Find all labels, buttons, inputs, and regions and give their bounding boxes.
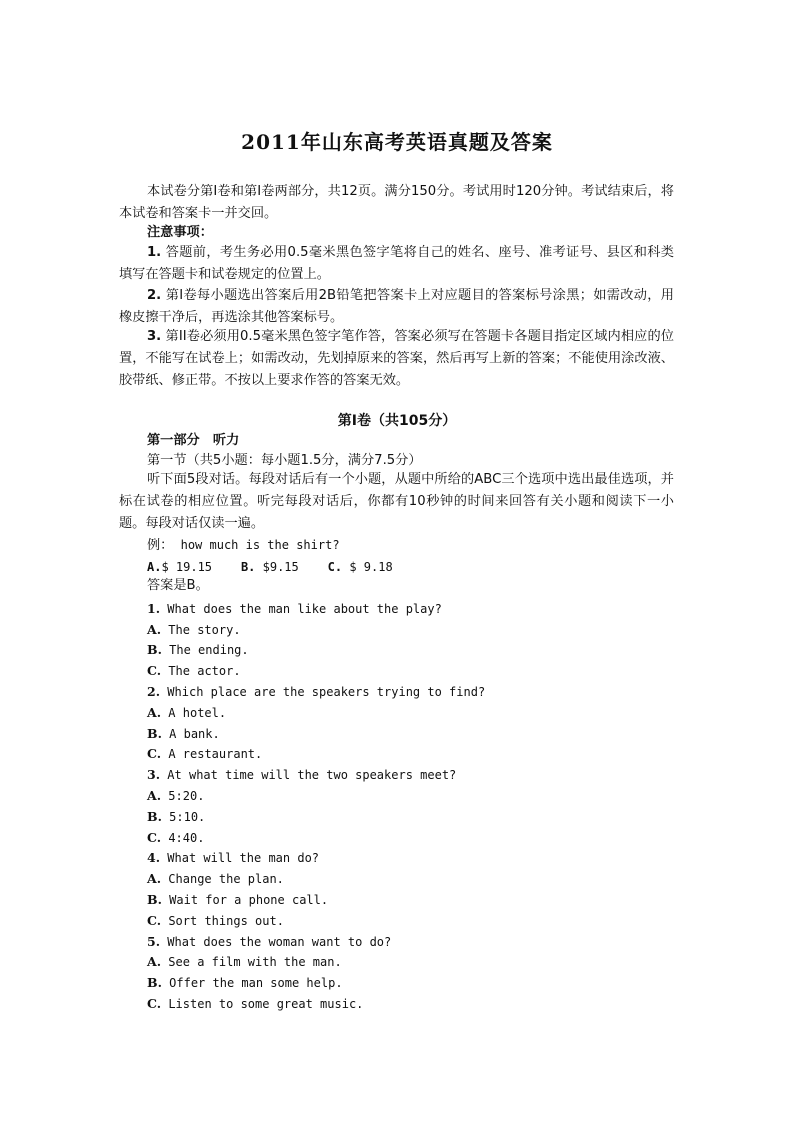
question-item [119,765,456,785]
option-label: C. [147,913,162,928]
note-item [119,285,674,329]
option-label: B. [147,642,162,657]
option-text: 5:10. [169,810,206,824]
option-text: Wait for a phone call. [169,893,329,907]
option-label: B. [147,809,162,824]
option-item [119,620,241,640]
option-item [119,744,262,764]
note-text: 答题前，考生务必用0.5毫米黑色签字笔将自己的姓名、座号、准考证号、县区和科类填写在答题卡和试卷规定的位置上。 [119,245,674,282]
option-label: A. [147,560,162,574]
part-title: 第一部分 听力 [147,433,240,448]
example-options [119,557,393,577]
option-label: A. [147,622,162,637]
question-number: 4. [147,850,161,865]
option-label: C. [147,746,162,761]
example-label: 例： [147,538,174,553]
example-question-text: how much is the shirt? [173,538,340,552]
option-item [119,661,241,681]
question-text: What will the man do? [167,851,320,865]
question-item [119,848,319,868]
note-number: 2. [147,288,162,303]
question-number: 2. [147,684,161,699]
option-label: C. [147,663,162,678]
note-number: 3. [147,329,162,344]
option-label: C. [327,560,343,574]
question-text: What does the man like about the play? [167,602,442,616]
option-label: A. [147,788,162,803]
example-question [119,535,340,556]
question-item [119,932,391,952]
option-label: B. [147,975,162,990]
question-text: Which place are the speakers trying to find? [167,685,486,699]
option-item [119,994,363,1014]
note-number: 1. [147,245,162,260]
question-number: 1. [147,601,161,616]
notes-heading: 注意事项： [147,225,213,240]
option-label: B. [240,560,256,574]
option-item [119,786,204,806]
subsection-title: 第一节（共5小题：每小题1.5分，满分7.5分） [147,453,422,468]
option-item [119,703,226,723]
option-label: C. [147,830,162,845]
option-text: $ 19.15 [161,560,213,574]
question-number: 5. [147,934,161,949]
option-text: 5:20. [168,789,205,803]
question-text: What does the woman want to do? [167,935,392,949]
question-text: At what time will the two speakers meet? [167,768,457,782]
option-text: A bank. [169,727,220,741]
option-text: Sort things out. [168,914,284,928]
option-item [119,869,284,889]
option-text: $9.15 [262,560,299,574]
example-answer: 答案是B。 [147,578,209,593]
question-item [119,599,442,619]
option-label: A. [147,871,162,886]
option-item [119,640,249,660]
question-number: 3. [147,767,161,782]
option-text: Listen to some great music. [168,997,364,1011]
option-text: A restaurant. [168,747,263,761]
option-item [119,952,342,972]
option-item [119,911,284,931]
note-item [119,326,674,392]
option-label: A. [147,705,162,720]
option-text: $ 9.18 [349,560,393,574]
option-text: The story. [168,623,241,637]
note-item [119,242,674,286]
note-text: 第I卷每小题选出答案后用2B铅笔把答案卡上对应题目的答案标号涂黑；如需改动，用橡皮擦干净后，再选涂其他答案标号。 [119,288,674,325]
question-item [119,682,485,702]
option-text: Offer the man some help. [169,976,343,990]
option-item [119,828,204,848]
option-text: Change the plan. [168,872,284,886]
intro-paragraph: 本试卷分第I卷和第I卷两部分，共12页。满分150分。考试用时120分钟。考试结束后，将本试卷和答案卡一并交回。 [119,184,674,221]
option-label: C. [147,996,162,1011]
page-title: 2011年山东高考英语真题及答案 [241,130,553,154]
option-text: The ending. [169,643,249,657]
section-title: 第I卷（共105分） [337,413,457,429]
note-text: 第II卷必须用0.5毫米黑色签字笔作答，答案必须写在答题卡各题目指定区域内相应的位置，不能写在试卷上；如需改动，先划掉原来的答案，然后再写上新的答案；不能使用涂改液、胶带纸、修正带。不按以上要求作答的答案无效。 [119,329,674,388]
option-item [119,890,328,910]
option-label: B. [147,892,162,907]
instructions-paragraph: 听下面5段对话。每段对话后有一个小题，从题中所给的ABC三个选项中选出最佳选项，并标在试卷的相应位置。听完每段对话后，你都有10秒钟的时间来回答有关小题和阅读下一小题。每段对话仅读一遍。 [119,472,674,531]
option-label: A. [147,954,162,969]
option-item [119,973,343,993]
option-text: See a film with the man. [168,955,342,969]
option-label: B. [147,726,162,741]
option-text: The actor. [168,664,241,678]
option-text: 4:40. [168,831,205,845]
option-item [119,724,220,744]
option-text: A hotel. [168,706,227,720]
option-item [119,807,205,827]
